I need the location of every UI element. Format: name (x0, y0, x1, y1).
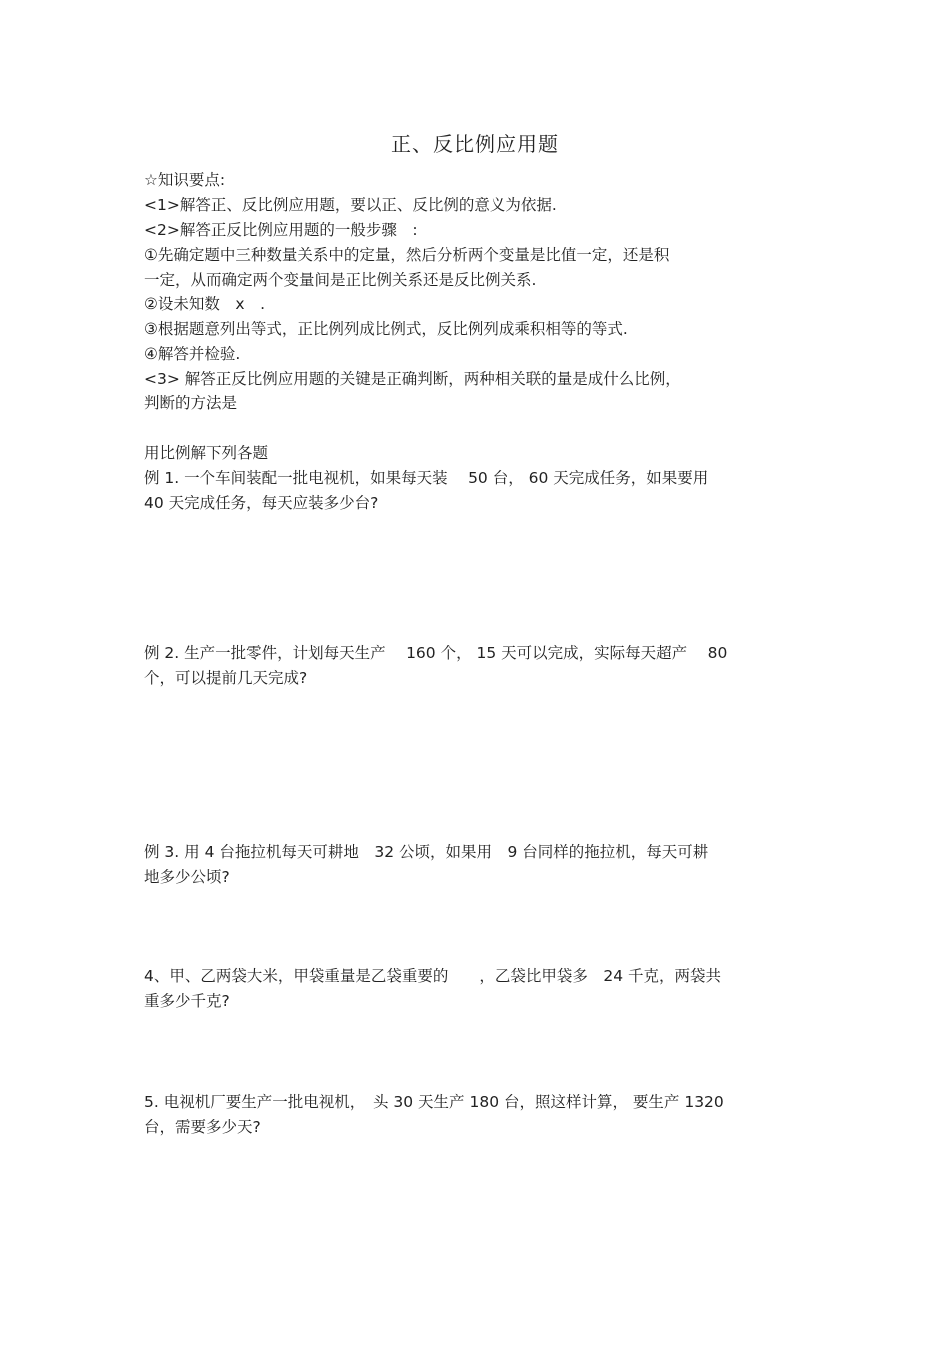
exercises-heading: 用比例解下列各题 (144, 444, 269, 462)
knowledge-line-8: <3> 解答正反比例应用题的关键是正确判断，两种相关联的量是成什么比例， (144, 370, 681, 388)
exercise-3-line-1: 例 3. 用 4 台拖拉机每天可耕地 32 公顷，如果用 9 台同样的拖拉机，每天可耕 (144, 843, 709, 861)
exercise-5-line-1: 5. 电视机厂要生产一批电视机， 头 30 天生产 180 台，照这样计算， 要生产 1320 (144, 1093, 724, 1111)
knowledge-line-6: ③根据题意列出等式，正比例列成比例式，反比例列成乘积相等的等式. (144, 320, 628, 338)
knowledge-line-4: 一定，从而确定两个变量间是正比例关系还是反比例关系. (144, 271, 537, 289)
exercise-5-line-2: 台，需要多少天? (144, 1118, 261, 1136)
page-title: 正、反比例应用题 (391, 132, 559, 156)
knowledge-line-9: 判断的方法是 (144, 394, 238, 412)
knowledge-line-1: <1>解答正、反比例应用题，要以正、反比例的意义为依据. (144, 196, 557, 214)
exercise-2-line-1: 例 2. 生产一批零件，计划每天生产 160 个， 15 天可以完成，实际每天超产 80 (144, 644, 728, 662)
knowledge-line-5: ②设未知数 x . (144, 295, 265, 313)
exercise-4-line-2: 重多少千克? (144, 992, 230, 1010)
exercise-2-line-2: 个，可以提前几天完成? (144, 669, 308, 687)
exercise-4-line-1: 4、甲、乙两袋大米，甲袋重量是乙袋重要的 ，乙袋比甲袋多 24 千克，两袋共 (144, 967, 722, 985)
exercise-3-line-2: 地多少公顷? (144, 868, 230, 886)
knowledge-line-2: <2>解答正反比例应用题的一般步骤 : (144, 221, 418, 239)
knowledge-line-3: ①先确定题中三种数量关系中的定量，然后分析两个变量是比值一定，还是积 (144, 246, 670, 264)
exercise-1-line-1: 例 1. 一个车间装配一批电视机，如果每天装 50 台， 60 天完成任务，如果要用 (144, 469, 709, 487)
exercise-1-line-2: 40 天完成任务，每天应装多少台? (144, 494, 379, 512)
knowledge-line-7: ④解答并检验. (144, 345, 241, 363)
knowledge-heading: ☆知识要点: (144, 171, 226, 189)
